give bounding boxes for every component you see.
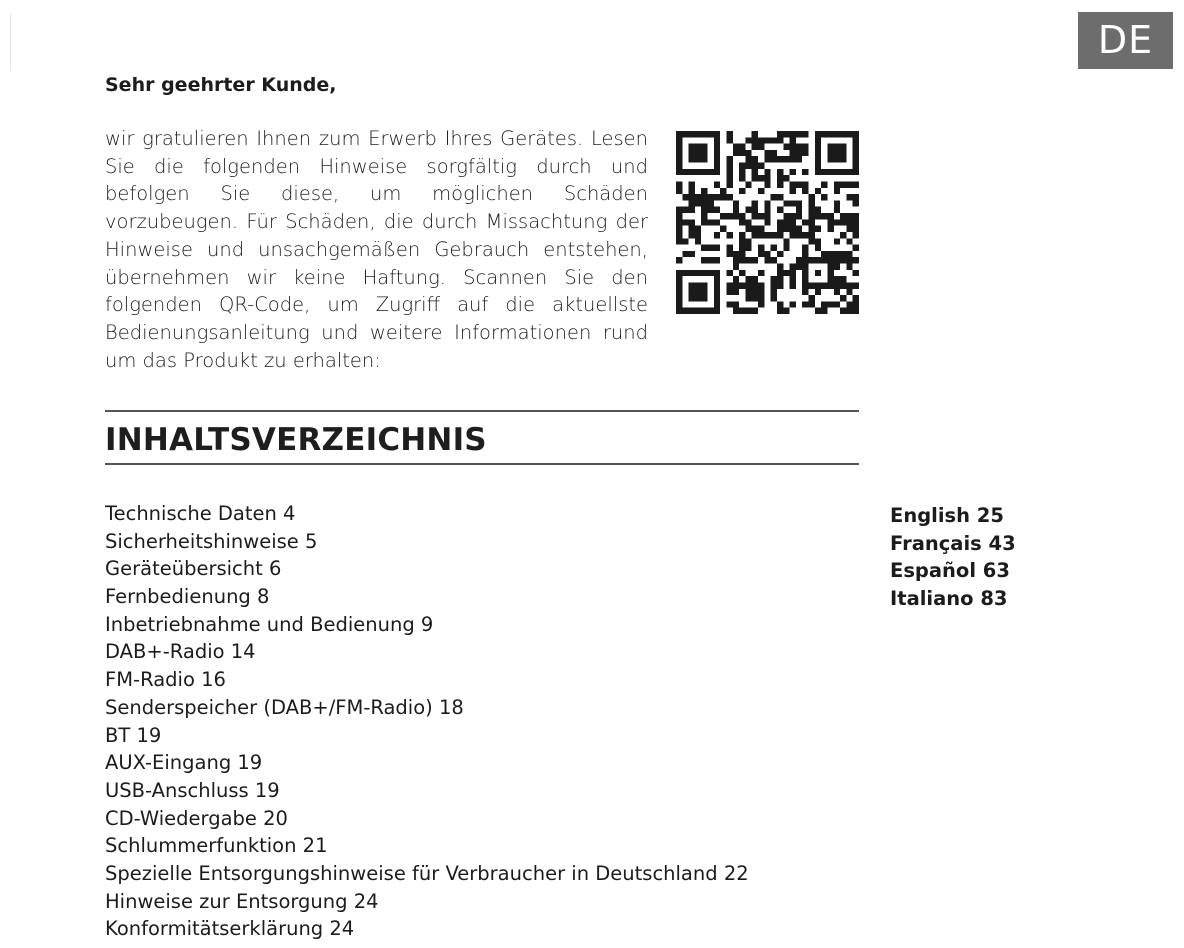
- toc-entry[interactable]: Senderspeicher (DAB+/FM-Radio) 18: [105, 695, 464, 719]
- language-tab: DE: [1078, 12, 1173, 69]
- language-entry-francais[interactable]: Français 43: [890, 531, 1016, 555]
- toc-entry[interactable]: AUX-Eingang 19: [105, 751, 263, 775]
- toc-entry[interactable]: Spezielle Entsorgungshinweise für Verbraucher in Deutschland 22: [105, 861, 749, 885]
- toc-entry[interactable]: USB-Anschluss 19: [105, 778, 280, 802]
- language-entry-english[interactable]: English 25: [890, 504, 1004, 527]
- language-entry-italiano[interactable]: Italiano 83: [890, 586, 1008, 610]
- toc-bottom-rule: [105, 463, 859, 465]
- toc-heading: INHALTSVERZEICHNIS: [105, 422, 487, 458]
- toc-entry[interactable]: Sicherheitshinweise 5: [105, 529, 318, 553]
- toc-entry[interactable]: CD-Wiedergabe 20: [105, 806, 288, 830]
- intro-paragraph: wir gratulieren Ihnen zum Erwerb Ihres Gerätes. Lesen Sie die folgenden Hinweise sorgfältig durch und befolgen Sie diese, um möglichen Schäden vorzubeugen. Für Schäden, die durch Missachtung der Hinweise und unsachgemäßen Gebrauch entstehen, übernehmen wir keine Haftung. Scannen Sie den folgenden QR-Code, um Zugriff auf die aktuellste Bedienungsanleitung und weitere Informationen rund um das Produkt zu erhalten:: [105, 127, 648, 372]
- toc-entry[interactable]: Konformitätserklärung 24: [105, 917, 355, 941]
- toc-entry[interactable]: Geräteübersicht 6: [105, 557, 282, 581]
- language-entry-espanol[interactable]: Español 63: [890, 559, 1010, 582]
- language-index: [890, 502, 1016, 612]
- toc-entry[interactable]: Technische Daten 4: [105, 502, 296, 525]
- toc-entry[interactable]: Hinweise zur Entsorgung 24: [105, 889, 379, 913]
- toc-entry[interactable]: FM-Radio 16: [105, 668, 226, 692]
- toc-list: [105, 500, 749, 943]
- salutation: Sehr geehrter Kunde,: [105, 74, 337, 96]
- toc-entry[interactable]: Inbetriebnahme und Bedienung 9: [105, 612, 434, 636]
- qr-code-image[interactable]: [676, 131, 859, 314]
- toc-entry[interactable]: Fernbedienung 8: [105, 585, 270, 609]
- toc-top-rule: [105, 410, 859, 412]
- toc-entry[interactable]: BT 19: [105, 723, 162, 747]
- toc-entry[interactable]: Schlummerfunktion 21: [105, 834, 328, 858]
- toc-entry[interactable]: DAB+-Radio 14: [105, 640, 256, 664]
- page-edge-line: [10, 14, 11, 70]
